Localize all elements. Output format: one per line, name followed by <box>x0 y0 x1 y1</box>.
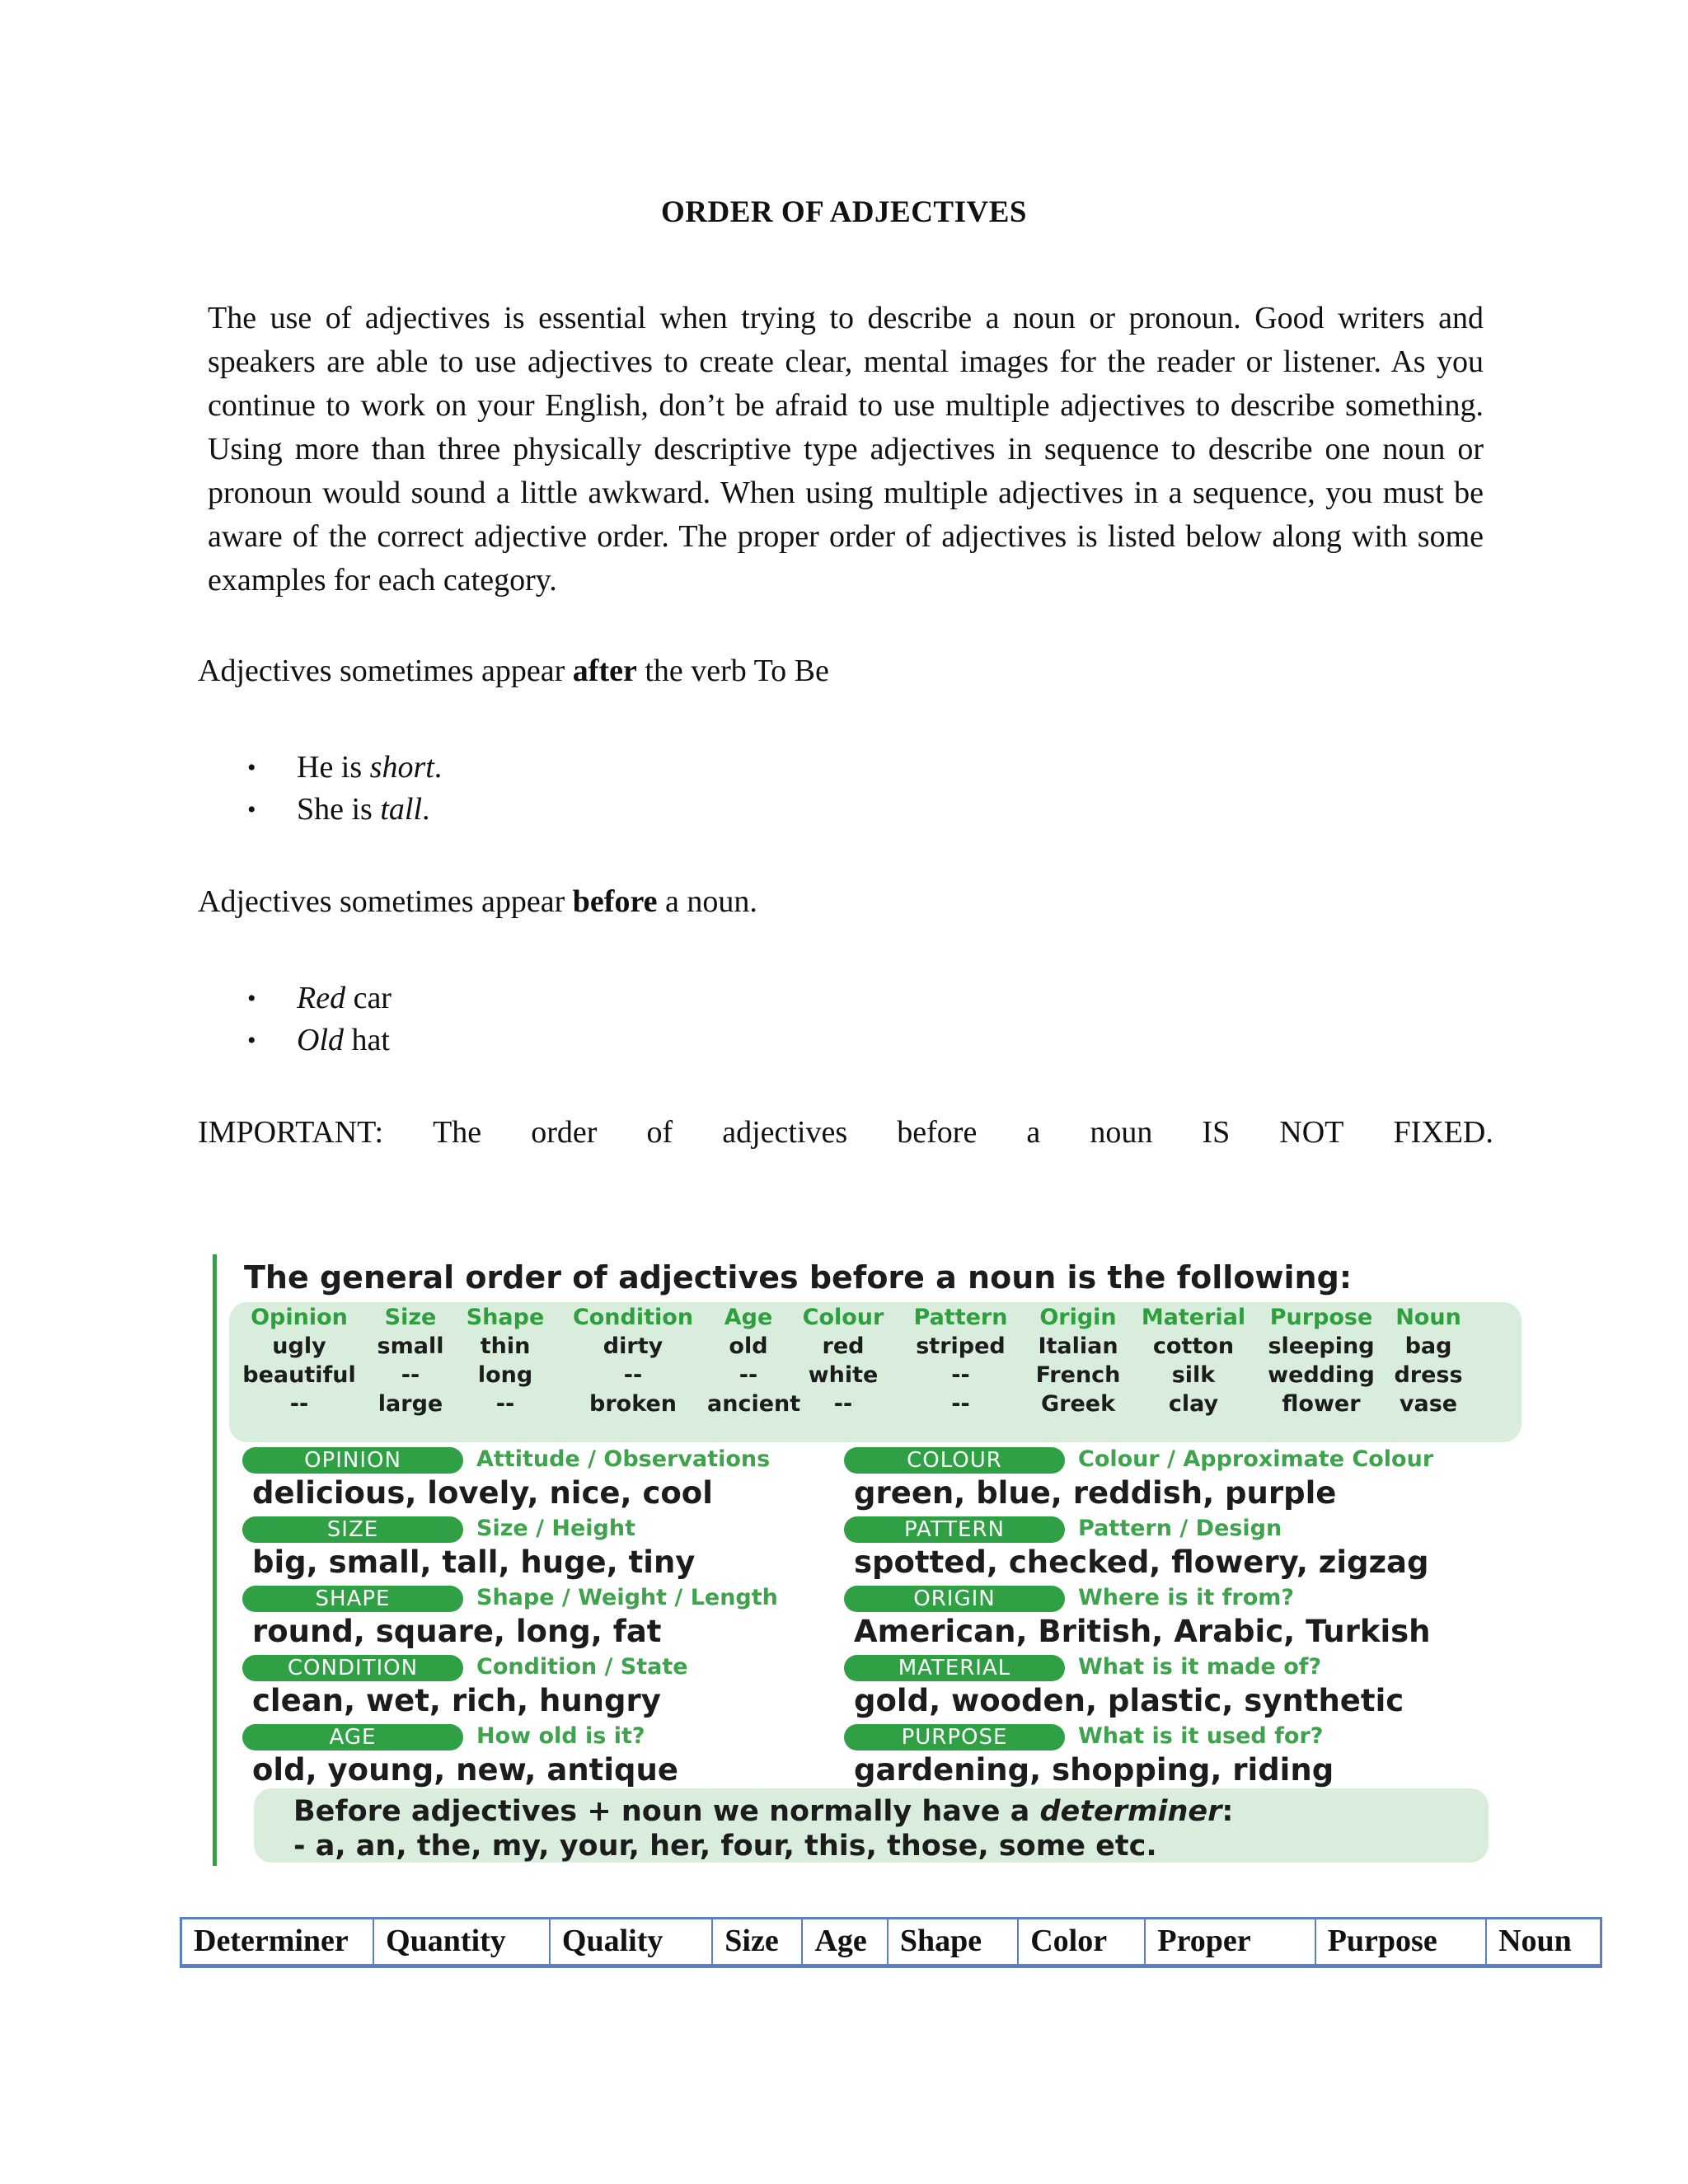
category-subtitle: What is it used for? <box>1078 1723 1324 1749</box>
table-cell: Purpose <box>1315 1919 1486 1966</box>
list-item <box>247 789 442 831</box>
category-subtitle: How old is it? <box>476 1723 645 1749</box>
infographic-title: The general order of adjectives before a noun is the following: <box>244 1259 1353 1296</box>
category-examples: round, square, long, fat <box>252 1614 662 1649</box>
category-subtitle: Pattern / Design <box>1078 1516 1282 1541</box>
table-cell: Noun <box>1486 1919 1601 1966</box>
determiner-note <box>293 1795 1233 1828</box>
order-header: Opinion <box>251 1305 348 1330</box>
example-italic: Red <box>297 981 346 1015</box>
note-word: of <box>646 1115 673 1150</box>
category-shape <box>242 1586 877 1655</box>
note-word: IS <box>1202 1115 1231 1150</box>
category-subtitle: Where is it from? <box>1078 1585 1295 1610</box>
order-header: Age <box>724 1305 773 1330</box>
category-examples: American, British, Arabic, Turkish <box>854 1614 1431 1649</box>
order-cell: silk <box>1171 1362 1216 1388</box>
order-cell: -- <box>951 1391 970 1417</box>
intro-paragraph: The use of adjectives is essential when trying to describe a noun or pronoun. Good writers and speakers are able to use adjectives to create clear, mental images for the reader or listener. As you continue to work on your English, don’t be afraid to use multiple adjectives to describe something. Using more than three physically descriptive type adjectives in sequence to describe one noun or pronoun would sound a little awkward. When using multiple adjectives in a sequence, you must be aware of the correct adjective order. The proper order of adjectives is listed below along with some examples for each category. <box>208 301 1484 598</box>
category-purpose <box>844 1724 1479 1793</box>
category-opinion <box>242 1447 877 1516</box>
order-cell: small <box>377 1333 444 1359</box>
order-cell: Italian <box>1038 1333 1118 1359</box>
order-cell: flower <box>1282 1391 1361 1417</box>
order-cell: old <box>729 1333 768 1359</box>
order-cell: -- <box>289 1391 309 1417</box>
note-word: adjectives <box>722 1115 848 1150</box>
order-cell: wedding <box>1268 1362 1375 1388</box>
order-cell: red <box>822 1333 865 1359</box>
category-examples: gold, wooden, plastic, synthetic <box>854 1683 1404 1718</box>
note-word: FIXED. <box>1393 1115 1493 1150</box>
order-cell: sleeping <box>1268 1333 1375 1359</box>
category-pill: CONDITION <box>242 1655 463 1681</box>
example-text: car <box>345 981 392 1015</box>
order-cell: -- <box>833 1391 853 1417</box>
order-cell: -- <box>623 1362 643 1388</box>
after-text: Adjectives sometimes appear <box>198 654 573 688</box>
category-pill: ORIGIN <box>844 1586 1065 1612</box>
list-item <box>247 977 392 1019</box>
example-italic: tall <box>380 792 423 827</box>
example-italic: Old <box>297 1023 344 1057</box>
after-bold: after <box>572 654 637 688</box>
table-cell: Age <box>802 1919 887 1966</box>
important-note <box>198 1114 1493 1151</box>
table-cell: Size <box>712 1919 802 1966</box>
table-cell: Quality <box>550 1919 712 1966</box>
before-sentence <box>198 883 757 920</box>
order-cell: Greek <box>1040 1391 1116 1417</box>
order-cell: thin <box>480 1333 531 1359</box>
order-cell: dirty <box>603 1333 663 1359</box>
after-examples-list <box>247 747 442 831</box>
before-text-end: a noun. <box>657 884 757 919</box>
order-cell: cotton <box>1152 1333 1235 1359</box>
order-cell: broken <box>589 1391 677 1417</box>
order-cell: ugly <box>272 1333 326 1359</box>
example-text-end: . <box>434 750 443 785</box>
order-cell: French <box>1035 1362 1121 1388</box>
example-text-end: . <box>422 792 430 827</box>
category-pill: COLOUR <box>844 1447 1065 1474</box>
determiner-examples: - a, an, the, my, your, her, four, this, those, some etc. <box>293 1830 1157 1863</box>
category-pill: MATERIAL <box>844 1655 1065 1681</box>
order-cell: white <box>808 1362 879 1388</box>
category-examples: green, blue, reddish, purple <box>854 1475 1337 1511</box>
example-text: He is <box>297 750 370 785</box>
after-text-end: the verb To Be <box>636 654 829 688</box>
example-text: hat <box>344 1023 390 1057</box>
category-examples: delicious, lovely, nice, cool <box>252 1475 713 1511</box>
order-header: Shape <box>466 1305 545 1330</box>
order-cell: -- <box>738 1362 758 1388</box>
note-word: NOT <box>1279 1115 1344 1150</box>
adjective-order-table <box>180 1917 1602 1968</box>
table-cell: Determiner <box>181 1919 374 1966</box>
determiner-italic: determiner <box>1039 1795 1222 1828</box>
category-colour <box>844 1447 1479 1516</box>
order-cell: dress <box>1394 1362 1463 1388</box>
table-cell: Shape <box>888 1919 1018 1966</box>
category-examples: big, small, tall, huge, tiny <box>252 1544 696 1580</box>
determiner-colon: : <box>1221 1795 1234 1828</box>
before-bold: before <box>572 884 658 919</box>
right-category-column <box>844 1447 1479 1793</box>
order-cell: -- <box>495 1391 515 1417</box>
category-pill: SIZE <box>242 1516 463 1543</box>
order-cell: large <box>377 1391 443 1417</box>
note-word: IMPORTANT: <box>198 1115 384 1150</box>
category-pill: AGE <box>242 1724 463 1750</box>
category-condition <box>242 1655 877 1724</box>
order-cell: bag <box>1404 1333 1452 1359</box>
page-title: ORDER OF ADJECTIVES <box>661 195 1027 229</box>
table-row <box>181 1919 1601 1966</box>
table-cell: Color <box>1018 1919 1145 1966</box>
order-header: Pattern <box>913 1305 1008 1330</box>
category-subtitle: Size / Height <box>476 1516 636 1541</box>
category-examples: gardening, shopping, riding <box>854 1752 1334 1788</box>
category-pattern <box>844 1516 1479 1586</box>
order-header: Purpose <box>1269 1305 1373 1330</box>
order-cell: striped <box>916 1333 1006 1359</box>
before-text: Adjectives sometimes appear <box>198 884 573 919</box>
order-header: Condition <box>572 1305 694 1330</box>
left-category-column <box>242 1447 877 1793</box>
example-italic: short <box>369 750 434 785</box>
category-material <box>844 1655 1479 1724</box>
note-word: noun <box>1090 1115 1153 1150</box>
category-pill: SHAPE <box>242 1586 463 1612</box>
category-subtitle: Colour / Approximate Colour <box>1078 1446 1434 1472</box>
category-subtitle: Shape / Weight / Length <box>476 1585 778 1610</box>
category-age <box>242 1724 877 1793</box>
note-word: a <box>1026 1115 1041 1150</box>
order-header: Origin <box>1039 1305 1117 1330</box>
order-cell: -- <box>951 1362 970 1388</box>
note-word: The <box>433 1115 482 1150</box>
determiner-text: Before adjectives + noun we normally have a <box>293 1795 1040 1828</box>
table-cell: Proper <box>1145 1919 1315 1966</box>
order-cell: vase <box>1399 1391 1458 1417</box>
category-origin <box>844 1586 1479 1655</box>
order-grid <box>229 1304 1522 1418</box>
category-subtitle: Attitude / Observations <box>476 1446 771 1472</box>
category-examples: clean, wet, rich, hungry <box>252 1683 661 1718</box>
order-cell: ancient <box>707 1391 801 1417</box>
order-cell: clay <box>1168 1391 1219 1417</box>
list-item <box>247 747 442 789</box>
category-pill: PATTERN <box>844 1516 1065 1543</box>
note-word: before <box>897 1115 978 1150</box>
category-examples: spotted, checked, flowery, zigzag <box>854 1544 1429 1580</box>
order-header: Noun <box>1395 1305 1461 1330</box>
table-cell: Quantity <box>373 1919 550 1966</box>
example-text: She is <box>297 792 381 827</box>
category-subtitle: Condition / State <box>476 1654 688 1680</box>
before-examples-list <box>247 977 392 1062</box>
order-header: Colour <box>802 1305 884 1330</box>
list-item <box>247 1019 392 1062</box>
accent-bar <box>213 1254 217 1866</box>
category-subtitle: What is it made of? <box>1078 1654 1322 1680</box>
category-pill: OPINION <box>242 1447 463 1474</box>
category-pill: PURPOSE <box>844 1724 1065 1750</box>
order-cell: long <box>477 1362 533 1388</box>
category-examples: old, young, new, antique <box>252 1752 678 1788</box>
note-word: order <box>531 1115 598 1150</box>
order-header: Material <box>1141 1305 1246 1330</box>
order-header: Size <box>384 1305 437 1330</box>
category-size <box>242 1516 877 1586</box>
order-cell: beautiful <box>242 1362 356 1388</box>
adjective-order-infographic <box>213 1251 1518 1869</box>
order-cell: -- <box>401 1362 420 1388</box>
after-sentence <box>198 653 829 689</box>
